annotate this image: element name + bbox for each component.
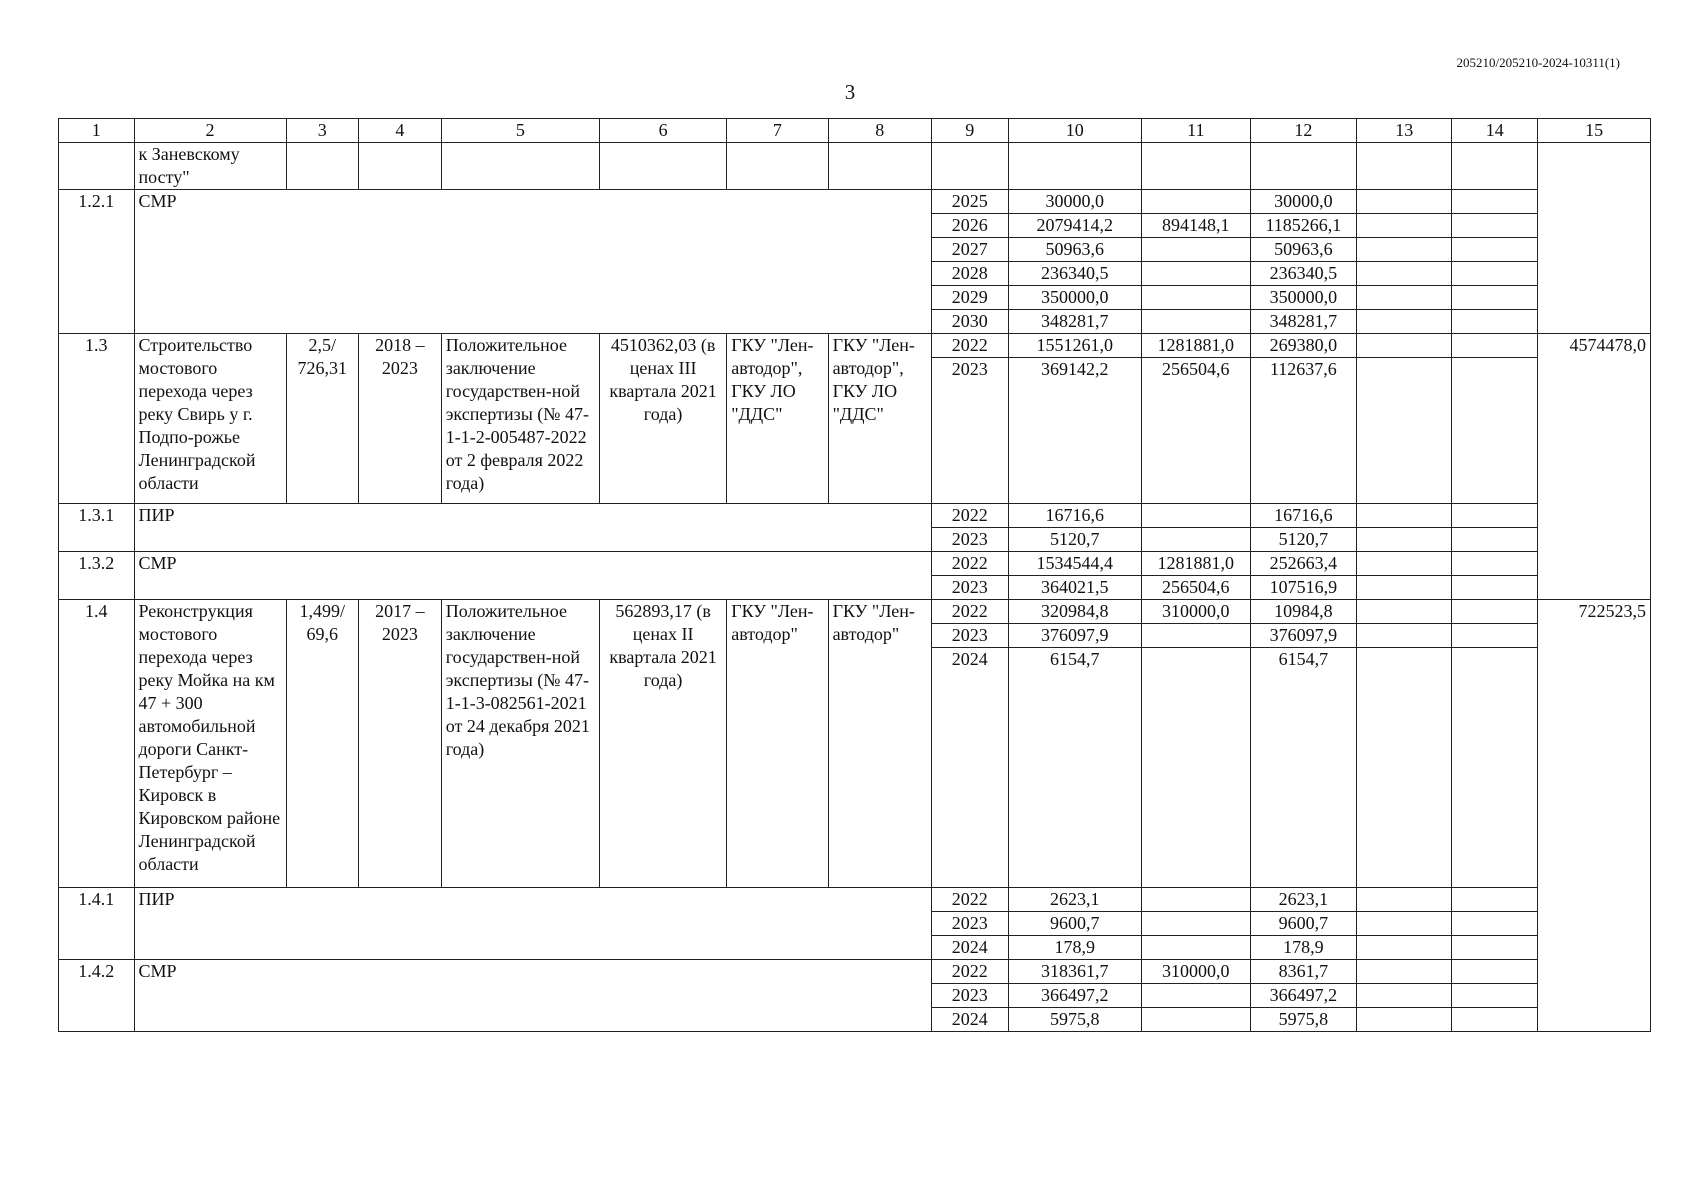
year-cell: 2023 [932, 576, 1009, 600]
value-cell: 112637,6 [1250, 358, 1357, 504]
value-cell: 350000,0 [1008, 286, 1141, 310]
table-row [59, 190, 1651, 214]
value-cell: 236340,5 [1008, 262, 1141, 286]
year-cell: 2023 [932, 528, 1009, 552]
table-row [59, 143, 1651, 190]
year-cell: 2029 [932, 286, 1009, 310]
customer-cell: ГКУ "Лен-автодор" [727, 600, 828, 888]
period-cell: 2018 – 2023 [358, 334, 441, 504]
value-cell: 1185266,1 [1250, 214, 1357, 238]
row-number: 1.4 [59, 600, 135, 888]
table-row [59, 960, 1651, 984]
value-cell [1141, 936, 1250, 960]
value-cell: 320984,8 [1008, 600, 1141, 624]
value-cell: 9600,7 [1250, 912, 1357, 936]
value-cell: 348281,7 [1250, 310, 1357, 334]
value-cell: 10984,8 [1250, 600, 1357, 624]
year-cell: 2022 [932, 600, 1009, 624]
year-cell: 2024 [932, 936, 1009, 960]
value-cell: 5975,8 [1250, 1008, 1357, 1032]
value-cell [1141, 310, 1250, 334]
object-name: СМР [134, 960, 932, 1032]
value-cell: 6154,7 [1008, 648, 1141, 888]
value-cell: 369142,2 [1008, 358, 1141, 504]
object-name: к Заневскому посту" [134, 143, 286, 190]
object-name: ПИР [134, 888, 932, 960]
header-cell: 10 [1008, 119, 1141, 143]
value-cell: 107516,9 [1250, 576, 1357, 600]
year-cell: 2028 [932, 262, 1009, 286]
table-row [59, 504, 1651, 528]
value-cell: 178,9 [1250, 936, 1357, 960]
header-cell: 1 [59, 119, 135, 143]
value-cell [1141, 262, 1250, 286]
expertise-cell: Положительное заключение государствен-ной экспертизы (№ 47-1-1-2-005487-2022 от 2 февраля 2022 года) [441, 334, 599, 504]
value-cell: 894148,1 [1141, 214, 1250, 238]
value-cell [1141, 912, 1250, 936]
row-number: 1.4.1 [59, 888, 135, 960]
year-cell: 2027 [932, 238, 1009, 262]
value-cell: 348281,7 [1008, 310, 1141, 334]
value-cell: 2623,1 [1008, 888, 1141, 912]
value-cell: 350000,0 [1250, 286, 1357, 310]
value-cell [1141, 504, 1250, 528]
value-cell: 50963,6 [1008, 238, 1141, 262]
value-cell: 5975,8 [1008, 1008, 1141, 1032]
value-cell: 30000,0 [1250, 190, 1357, 214]
value-cell [1141, 286, 1250, 310]
value-cell: 6154,7 [1250, 648, 1357, 888]
year-cell: 2026 [932, 214, 1009, 238]
capacity-cell: 2,5/ 726,31 [286, 334, 358, 504]
value-cell: 366497,2 [1008, 984, 1141, 1008]
row-number: 1.4.2 [59, 960, 135, 1032]
page-number: 3 [844, 80, 856, 104]
header-cell: 14 [1452, 119, 1538, 143]
developer-cell: ГКУ "Лен-автодор" [828, 600, 931, 888]
value-cell: 364021,5 [1008, 576, 1141, 600]
year-cell: 2023 [932, 624, 1009, 648]
object-name: Строительство мостового перехода через реку Свирь у г. Подпо-рожье Ленинградской области [134, 334, 286, 504]
value-cell: 50963,6 [1250, 238, 1357, 262]
value-cell: 318361,7 [1008, 960, 1141, 984]
value-cell [1141, 1008, 1250, 1032]
value-cell: 1534544,4 [1008, 552, 1141, 576]
value-cell: 8361,7 [1250, 960, 1357, 984]
year-cell: 2022 [932, 504, 1009, 528]
value-cell: 256504,6 [1141, 576, 1250, 600]
header-cell: 6 [599, 119, 726, 143]
total-cell: 722523,5 [1538, 600, 1651, 1032]
year-cell: 2023 [932, 912, 1009, 936]
table-body [59, 119, 1651, 1032]
year-cell: 2022 [932, 888, 1009, 912]
value-cell: 310000,0 [1141, 960, 1250, 984]
table-row [59, 600, 1651, 624]
value-cell: 1281881,0 [1141, 334, 1250, 358]
value-cell: 376097,9 [1250, 624, 1357, 648]
value-cell [1141, 624, 1250, 648]
table-row [59, 888, 1651, 912]
header-cell: 8 [828, 119, 931, 143]
row-number: 1.3.2 [59, 552, 135, 600]
header-cell: 11 [1141, 119, 1250, 143]
header-cell: 7 [727, 119, 828, 143]
cost-cell: 4510362,03 (в ценах III квартала 2021 года) [599, 334, 726, 504]
value-cell [1141, 238, 1250, 262]
year-cell: 2022 [932, 334, 1009, 358]
header-cell: 4 [358, 119, 441, 143]
header-cell: 3 [286, 119, 358, 143]
value-cell: 376097,9 [1008, 624, 1141, 648]
value-cell [1141, 528, 1250, 552]
table-row [59, 334, 1651, 358]
object-name: СМР [134, 552, 932, 600]
value-cell: 236340,5 [1250, 262, 1357, 286]
value-cell: 1551261,0 [1008, 334, 1141, 358]
value-cell: 366497,2 [1250, 984, 1357, 1008]
year-cell: 2023 [932, 358, 1009, 504]
year-cell: 2022 [932, 960, 1009, 984]
value-cell [1141, 648, 1250, 888]
value-cell: 256504,6 [1141, 358, 1250, 504]
object-name: Реконструкция мостового перехода через реку Мойка на км 47 + 300 автомобильной дороги Санкт-Петербург – Кировск в Кировском районе Ленинградской области [134, 600, 286, 888]
document-id: 205210/205210-2024-10311(1) [1456, 55, 1620, 70]
year-cell: 2022 [932, 552, 1009, 576]
value-cell [1141, 190, 1250, 214]
expertise-cell: Положительное заключение государствен-ной экспертизы (№ 47-1-1-3-082561-2021 от 24 декабря 2021 года) [441, 600, 599, 888]
value-cell [1141, 984, 1250, 1008]
header-cell: 9 [932, 119, 1009, 143]
value-cell: 2079414,2 [1008, 214, 1141, 238]
header-cell: 13 [1357, 119, 1452, 143]
object-name: СМР [134, 190, 932, 334]
value-cell: 16716,6 [1250, 504, 1357, 528]
value-cell: 178,9 [1008, 936, 1141, 960]
header-row [59, 119, 1651, 143]
total-cell: 4574478,0 [1538, 334, 1651, 600]
header-cell: 2 [134, 119, 286, 143]
year-cell: 2024 [932, 648, 1009, 888]
value-cell: 269380,0 [1250, 334, 1357, 358]
value-cell: 310000,0 [1141, 600, 1250, 624]
value-cell: 5120,7 [1008, 528, 1141, 552]
header-cell: 12 [1250, 119, 1357, 143]
value-cell [1141, 888, 1250, 912]
customer-cell: ГКУ "Лен-автодор", ГКУ ЛО "ДДС" [727, 334, 828, 504]
year-cell: 2025 [932, 190, 1009, 214]
capacity-cell: 1,499/ 69,6 [286, 600, 358, 888]
value-cell: 1281881,0 [1141, 552, 1250, 576]
year-cell: 2030 [932, 310, 1009, 334]
period-cell: 2017 – 2023 [358, 600, 441, 888]
value-cell: 16716,6 [1008, 504, 1141, 528]
year-cell: 2024 [932, 1008, 1009, 1032]
value-cell: 5120,7 [1250, 528, 1357, 552]
value-cell: 2623,1 [1250, 888, 1357, 912]
object-name: ПИР [134, 504, 932, 552]
row-number: 1.3 [59, 334, 135, 504]
value-cell: 252663,4 [1250, 552, 1357, 576]
header-cell: 5 [441, 119, 599, 143]
year-cell: 2023 [932, 984, 1009, 1008]
table-row [59, 552, 1651, 576]
row-number: 1.3.1 [59, 504, 135, 552]
value-cell: 9600,7 [1008, 912, 1141, 936]
budget-table [58, 118, 1651, 1032]
developer-cell: ГКУ "Лен-автодор", ГКУ ЛО "ДДС" [828, 334, 931, 504]
value-cell: 30000,0 [1008, 190, 1141, 214]
row-number: 1.2.1 [59, 190, 135, 334]
cost-cell: 562893,17 (в ценах II квартала 2021 года) [599, 600, 726, 888]
header-cell: 15 [1538, 119, 1651, 143]
